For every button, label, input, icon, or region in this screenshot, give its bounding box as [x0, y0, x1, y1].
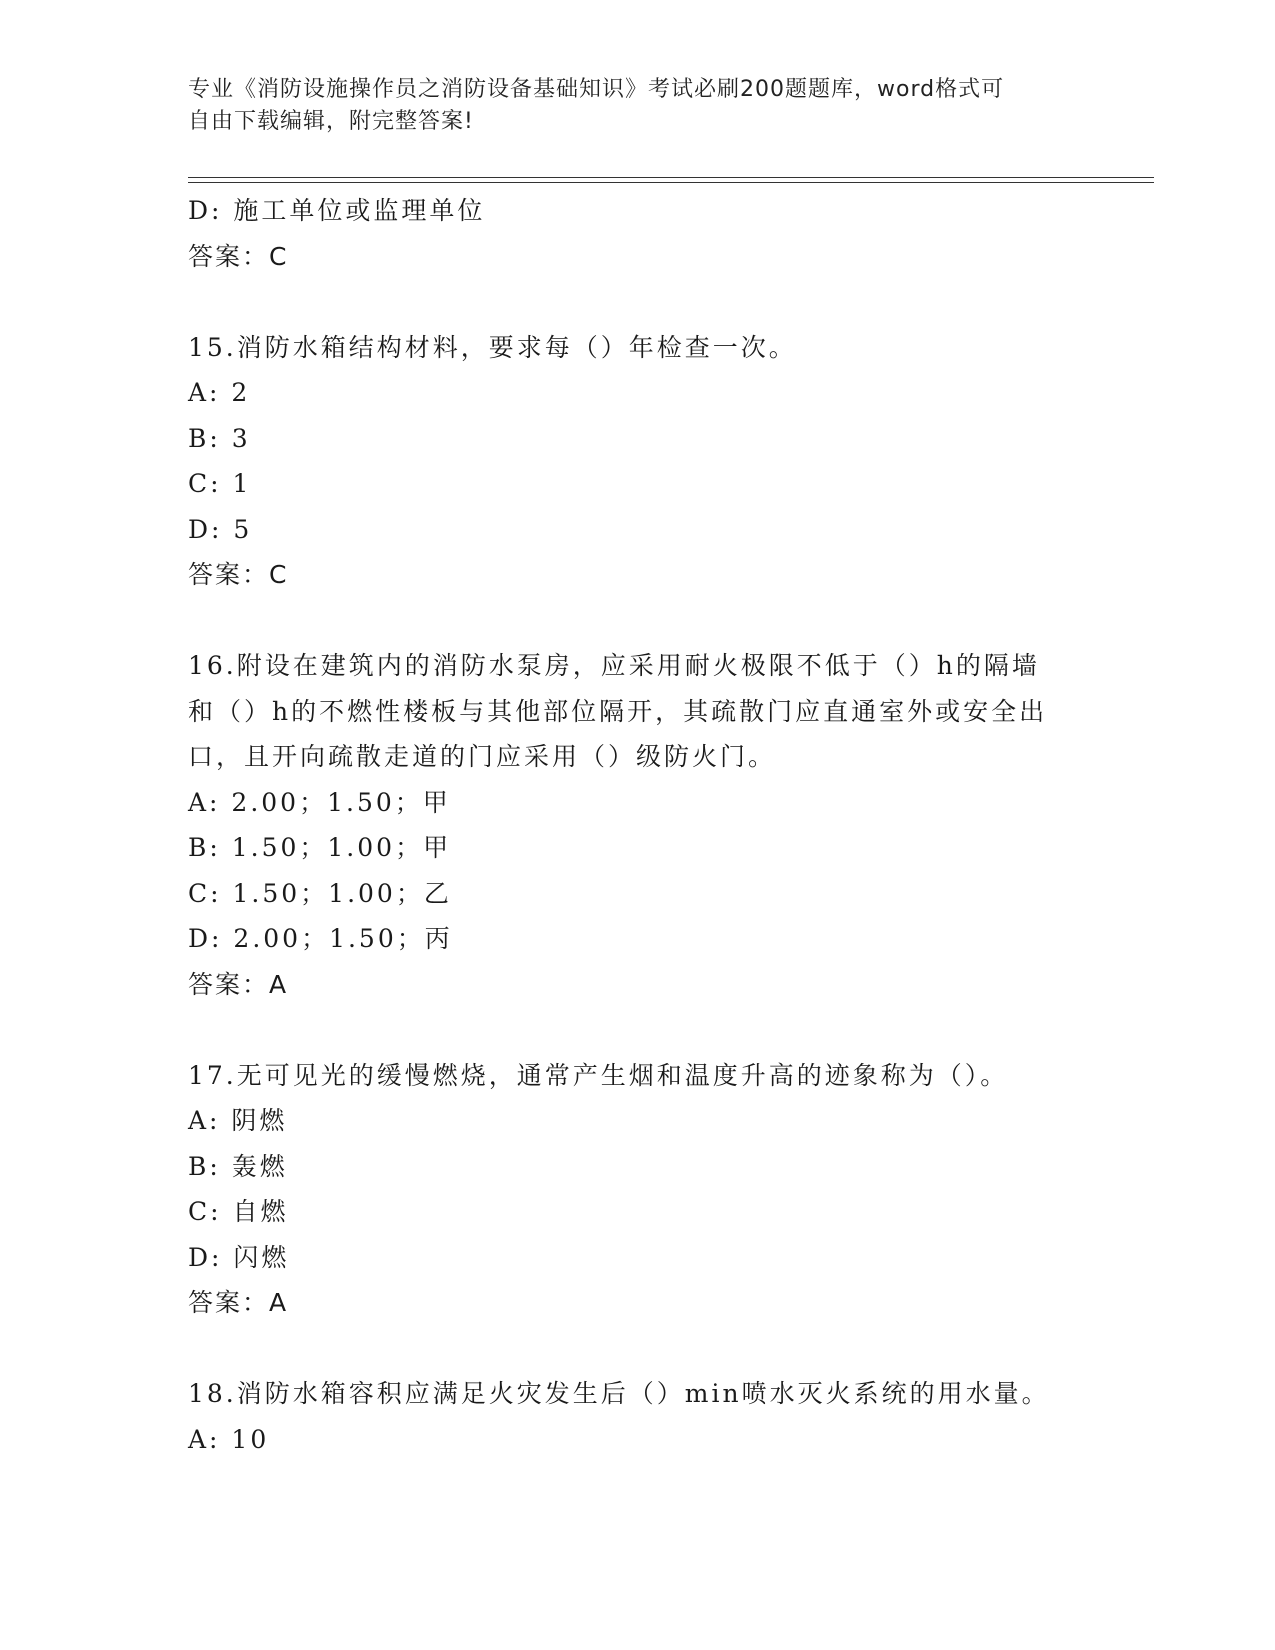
- header-line-1: 专业《消防设施操作员之消防设备基础知识》考试必刷200题题库，word格式可: [188, 77, 1005, 102]
- option-b: B: 1.50；1.00；甲: [188, 833, 452, 862]
- question-16-stem-line-1: [188, 643, 1088, 689]
- question-18-stem: [188, 1371, 1088, 1417]
- question-16: [188, 643, 1088, 1007]
- header-rule-bottom: [188, 182, 1154, 183]
- header-rule-top: [188, 177, 1154, 178]
- question-text: 无可见光的缓慢燃烧，通常产生烟和温度升高的迹象称为（）。: [236, 1060, 1009, 1090]
- answer: 答案：A: [188, 1288, 289, 1317]
- option-d: D: 5: [188, 514, 253, 544]
- answer: 答案：C: [188, 560, 289, 589]
- question-text: 附设在建筑内的消防水泵房，应采用耐火极限不低于（）h的隔墙: [236, 651, 1040, 680]
- question-15: [188, 325, 1088, 598]
- page-header: [188, 74, 1068, 138]
- option-a: A: 2: [188, 378, 251, 407]
- answer: 答案：A: [188, 969, 289, 999]
- question-17-stem: [188, 1053, 1088, 1099]
- document-body: [188, 188, 1088, 1462]
- question-15-stem: [188, 325, 1088, 371]
- option-c: C: 1: [188, 469, 252, 498]
- question-18: [188, 1371, 1088, 1462]
- carryover-option-d: D: 施工单位或监理单位: [188, 196, 486, 225]
- option-a: A: 10: [188, 1424, 270, 1454]
- option-a: A: 2.00；1.50；甲: [188, 787, 451, 817]
- question-16-stem-line-3: 口，且开向疏散走道的门应采用（）级防火门。: [188, 742, 777, 771]
- question-spacer: [188, 598, 1088, 644]
- option-a: A: 阴燃: [188, 1106, 288, 1135]
- question-number: 15.: [188, 332, 237, 362]
- question-text: 消防水箱容积应满足火灾发生后（）min喷水灭火系统的用水量。: [236, 1379, 1050, 1408]
- question-number: 16.: [188, 651, 237, 680]
- question-spacer: [188, 279, 1088, 325]
- question-number: 18.: [188, 1379, 237, 1408]
- option-c: C: 自燃: [188, 1197, 289, 1226]
- carryover-answer: 答案：C: [188, 241, 289, 271]
- option-b: B: 轰燃: [188, 1151, 288, 1181]
- option-d: D: 闪燃: [188, 1242, 290, 1272]
- question-17: [188, 1053, 1088, 1326]
- option-d: D: 2.00；1.50；丙: [188, 924, 453, 953]
- header-line-2: 自由下载编辑，附完整答案!: [188, 109, 474, 134]
- question-16-stem-line-2: 和（）h的不燃性楼板与其他部位隔开，其疏散门应直通室外或安全出: [188, 696, 1048, 726]
- question-text: 消防水箱结构材料，要求每（）年检查一次。: [236, 332, 797, 362]
- option-c: C: 1.50；1.00；乙: [188, 878, 452, 908]
- option-b: B: 3: [188, 423, 251, 453]
- question-number: 17.: [188, 1060, 237, 1090]
- question-spacer: [188, 1326, 1088, 1372]
- question-spacer: [188, 1007, 1088, 1053]
